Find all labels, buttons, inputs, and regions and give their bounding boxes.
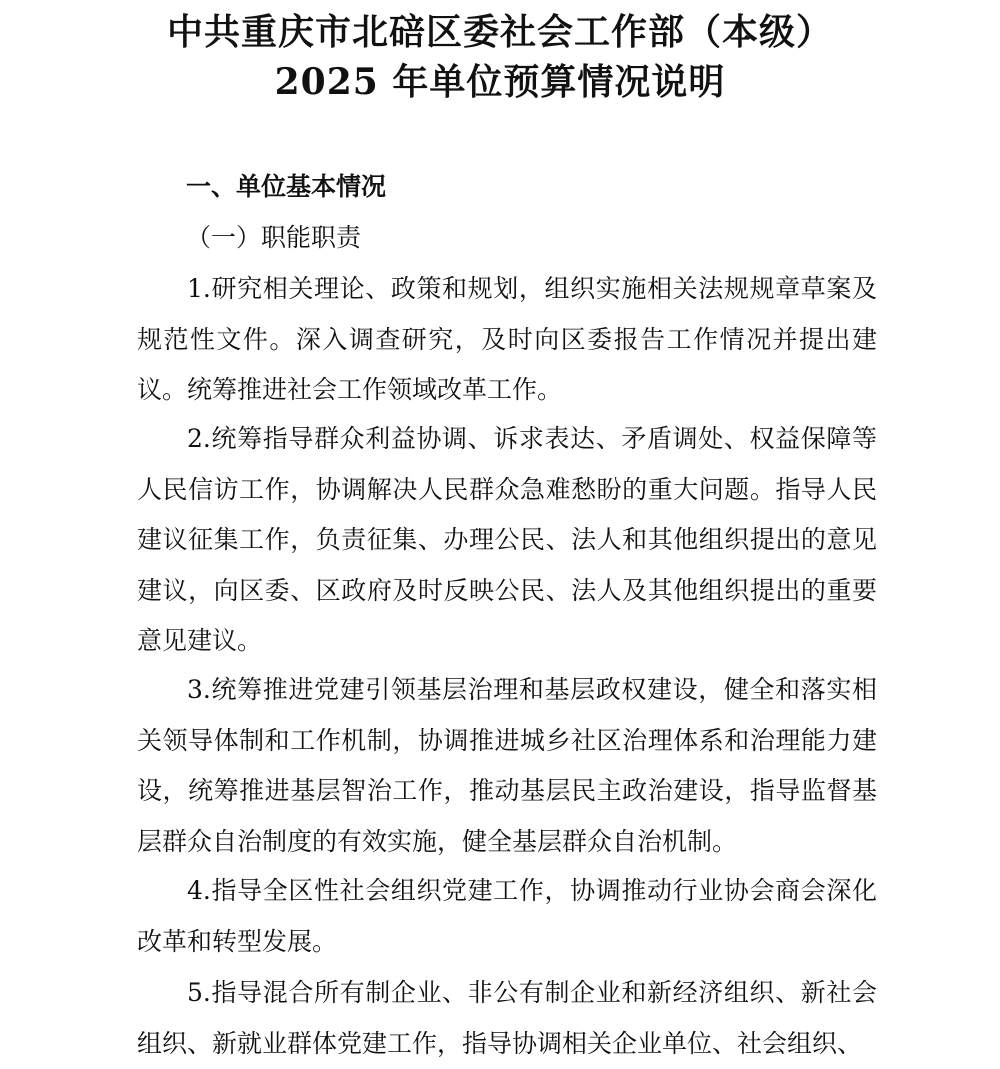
paragraph-2: 2.统筹指导群众利益协调、诉求表达、矛盾调处、权益保障等人民信访工作，协调解决人民群众急难愁盼的重大问题。指导人民建议征集工作，负责征集、办理公民、法人和其他组织提出的意见建议，向区委、区政府及时反映公民、法人及其他组织提出的重要意见建议。 xyxy=(137,424,877,655)
paragraph-3: 3.统筹推进党建引领基层治理和基层政权建设，健全和落实相关领导体制和工作机制，协调推进城乡社区治理体系和治理能力建设，统筹推进基层智治工作，推动基层民主政治建设，指导监督基层群众自治制度的有效实施，健全基层群众自治机制。 xyxy=(137,675,877,856)
document-title-line-2: 2025 年单位预算情况说明 xyxy=(274,61,726,103)
document-title-line-1: 中共重庆市北碚区委社会工作部（本级） xyxy=(166,11,833,53)
section-heading: 一、单位基本情况 xyxy=(186,172,387,201)
paragraph-1: 1.研究相关理论、政策和规划，组织实施相关法规规章草案及规范性文件。深入调查研究，及时向区委报告工作情况并提出建议。统筹推进社会工作领域改革工作。 xyxy=(137,274,877,404)
paragraph-4: 4.指导全区性社会组织党建工作，协调推动行业协会商会深化改革和转型发展。 xyxy=(137,876,877,956)
subsection-heading: （一）职能职责 xyxy=(186,223,362,252)
paragraph-5: 5.指导混合所有制企业、非公有制企业和新经济组织、新社会组织、新就业群体党建工作，指导协调相关企业单位、社会组织、 xyxy=(137,978,877,1058)
